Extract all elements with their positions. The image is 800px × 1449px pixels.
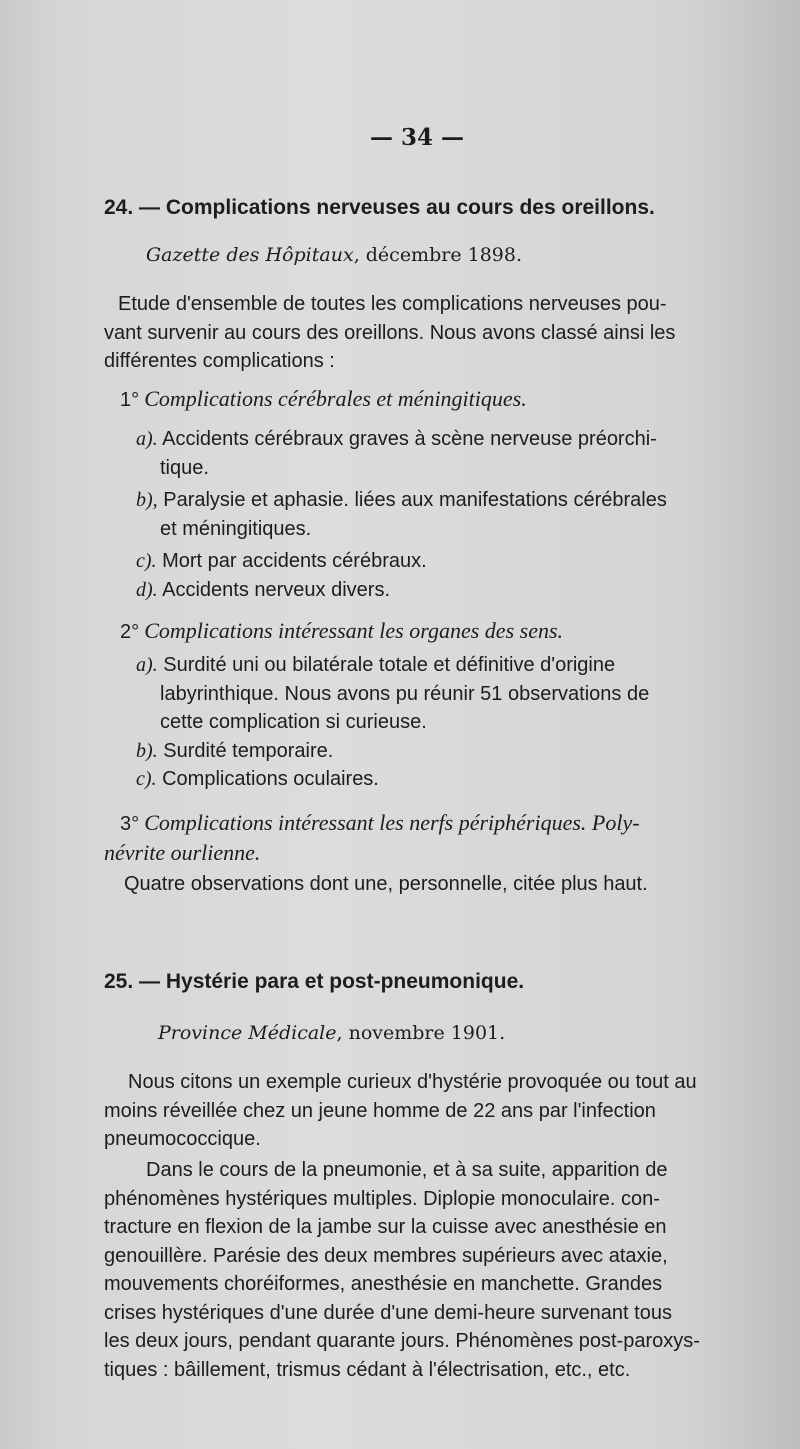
para-2-line-1: Dans le cours de la pneumonie, et à sa suite, apparition de: [146, 1159, 668, 1181]
entry-25-source: [158, 1022, 505, 1044]
source-date: , novembre 1901.: [336, 1022, 506, 1044]
item-1b-cont: et méningitiques.: [160, 517, 312, 540]
para-2-line-8: tiques : bâillement, trismus cédant à l'électrisation, etc., etc.: [104, 1358, 631, 1381]
item-2a-cont-2: cette complication si curieuse.: [160, 711, 427, 733]
item-2b-text: Surdité temporaire.: [163, 739, 334, 762]
item-2c-text: Complications oculaires.: [162, 768, 379, 790]
source-date: , décembre 1898.: [353, 244, 522, 266]
section-1-number: 1°: [120, 389, 140, 411]
item-1b-text: Paralysie et aphasie. liées aux manifestations cérébrales: [163, 489, 667, 511]
section-3-text: Complications intéressant les nerfs périphériques. Poly-: [144, 810, 640, 835]
section-1-title: [120, 386, 527, 415]
item-1d-text: Accidents nerveux divers.: [162, 578, 391, 601]
section-2-text: Complications intéressant les organes des sens.: [144, 618, 564, 643]
para-2-line-4: genouillère. Parésie des deux membres supérieurs avec ataxie,: [104, 1244, 668, 1267]
item-2a-text: Surdité uni ou bilatérale totale et définitive d'origine: [163, 654, 616, 676]
entry-24-intro: [104, 290, 675, 376]
item-1a-text: Accidents cérébraux graves à scène nerveuse préorchi-: [162, 428, 657, 450]
para-1-line-2: moins réveillée chez un jeune homme de 22 ans par l'infection: [104, 1099, 656, 1122]
item-2b-label: b).: [136, 739, 158, 762]
item-1a: [104, 425, 667, 454]
page-number: — 34 —: [370, 124, 465, 151]
para-2-line-5: mouvements choréiformes, anesthésie en manchette. Grandes: [104, 1273, 663, 1295]
intro-line-2: vant survenir au cours des oreillons. Nous avons classé ainsi les: [104, 321, 676, 344]
source-journal: Gazette des Hôpitaux: [146, 244, 354, 266]
item-1b: [104, 486, 667, 515]
section-1-text: Complications cérébrales et méningitiques.: [144, 386, 527, 411]
section-2-number: 2°: [120, 621, 140, 643]
para-2-line-2: phénomènes hystériques multiples. Diplopie monoculaire. con-: [104, 1187, 660, 1210]
entry-24-source: [146, 244, 522, 266]
item-2a-cont-1: labyrinthique. Nous avons pu réunir 51 observations de: [160, 682, 650, 705]
item-1d: [104, 576, 667, 605]
item-1b-label: b),: [136, 489, 158, 511]
section-2-title: [120, 618, 563, 647]
entry-25-heading: 25. — Hystérie para et post-pneumonique.: [104, 970, 525, 993]
section-3-number: 3°: [120, 813, 140, 835]
para-1-line-1: Nous citons un exemple curieux d'hystérie provoquée ou tout au: [128, 1071, 697, 1093]
entry-25-para-2: [104, 1156, 700, 1384]
item-2c-label: c).: [136, 768, 157, 790]
item-2a-label: a).: [136, 654, 158, 676]
item-1d-label: d).: [136, 578, 158, 601]
intro-line-1: Etude d'ensemble de toutes les complications nerveuses pou-: [118, 293, 667, 315]
section-1-items: [104, 425, 667, 604]
entry-24-closing: Quatre observations dont une, personnelle, citée plus haut.: [124, 873, 648, 895]
item-1c-label: c).: [136, 550, 157, 572]
section-3-cont: névrite ourlienne.: [104, 840, 261, 865]
item-1c: [104, 547, 667, 576]
item-2a: [104, 651, 649, 680]
entry-25-para-1: [104, 1068, 697, 1154]
section-2-items: [104, 651, 649, 794]
para-2-line-3: tracture en flexion de la jambe sur la cuisse avec anesthésie en: [104, 1216, 667, 1238]
section-3-title: [120, 810, 640, 839]
para-1-line-3: pneumococcique.: [104, 1128, 261, 1150]
item-1c-text: Mort par accidents cérébraux.: [162, 550, 427, 572]
intro-line-3: différentes complications :: [104, 350, 335, 372]
item-1a-cont: tique.: [160, 456, 209, 479]
source-journal: Province Médicale: [158, 1022, 337, 1044]
entry-24-heading: 24. — Complications nerveuses au cours des oreillons.: [104, 196, 655, 219]
para-2-line-6: crises hystériques d'une durée d'une demi-heure survenant tous: [104, 1301, 672, 1324]
item-1a-label: a).: [136, 428, 158, 450]
para-2-line-7: les deux jours, pendant quarante jours. Phénomènes post-paroxys-: [104, 1330, 700, 1352]
item-2c: [104, 765, 649, 794]
item-2b: [104, 737, 649, 766]
